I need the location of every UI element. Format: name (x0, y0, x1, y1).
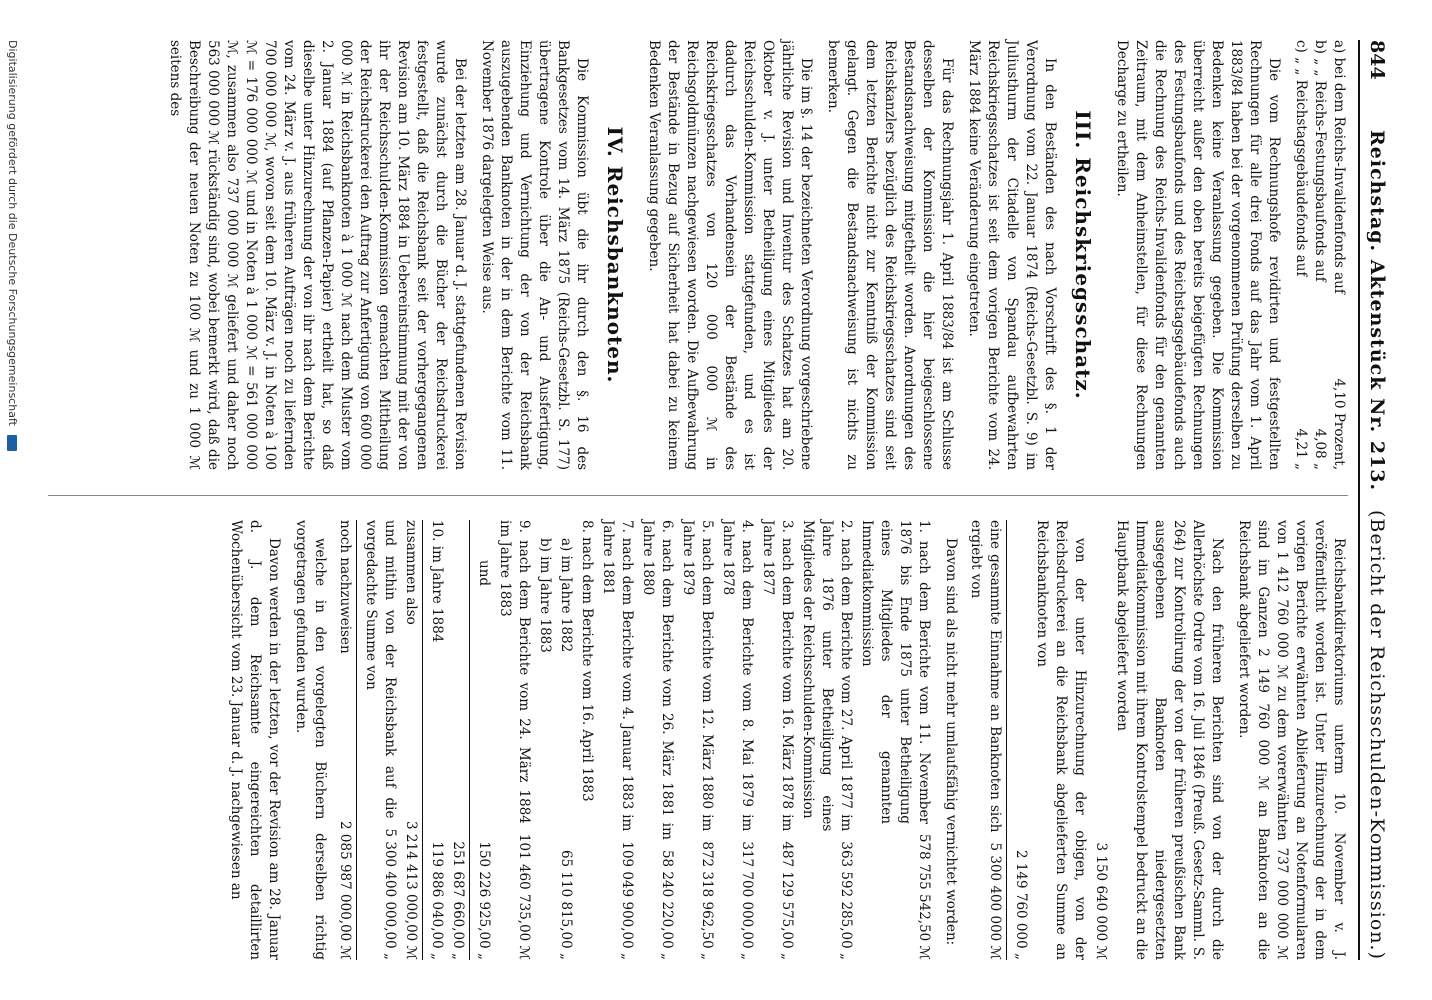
item-label: b) im Jahre 1883 (537, 538, 553, 653)
item-amount: 109 049 900,00 „ (619, 841, 635, 960)
item-amount: 487 129 575,00 „ (779, 841, 795, 960)
list-item (598, 520, 636, 960)
list-item (427, 520, 446, 960)
rate-label: b) „ „ Reichs-Festungsbaufonds auf (1312, 40, 1328, 282)
item-label: und (476, 560, 492, 587)
section-heading: III. Reichskriegsschatz. (1071, 110, 1095, 400)
rate-label: c) „ „ Reichstagsgebäudefonds auf (1293, 40, 1309, 277)
paragraph: Bei der letzten am 28. Januar d. J. stattgefundenen Revision wurde zunächst durch die Bücher der Reichsdruckerei festgestellt, daß die Reichsbank seit der vorhergegangenen Revision am 10. März 1884 in Uebereinstimmung mit der von ihr der Reichsschulden-Kommission gemachten Mittheilung der Reichsdruckerei den Auftrag zur Anfertigung von 600 000 000 ℳ in Reichsbanknoten à 1 000 ℳ nach dem Muster vom 2. Januar 1884 (auf Pflanzen-Papier) ertheilt hat, so daß dieselbe unter Hinzurechnung der von ihr nach dem Berichte vom 24. März v. J. aus früheren Aufträgen noch zu liefernden 700 000 000 ℳ, wovon seit dem 10. März v. J. in Noten à 100 ℳ = 176 000 000 ℳ und in Noten à 1 000 ℳ = 561 000 000 ℳ, zusammen also 737 000 000 ℳ geliefert und daher noch 563 000 000 ℳ rückständig sind, wobei bemerkt wird, daß die Beschreibung der neuen Noten zu 100 ℳ und zu 1 000 ℳ seitens des (167, 40, 468, 470)
page-title: Reichstag. Aktenstück Nr. 213. (1366, 130, 1388, 492)
item-amount: 363 592 285,00 „ (838, 841, 854, 960)
item-label: 6. nach dem Berichte vom 26. März 1881 im Jahre 1880 (640, 520, 675, 840)
remaining-note: noch nachzuweisen (337, 520, 353, 654)
item-label: 8. nach dem Berichte vom 16. April 1883 (579, 520, 595, 802)
list-item (495, 520, 533, 960)
item-label: 4. nach dem Berichte vom 8. Mai 1879 im Jahre 1878 (720, 520, 755, 832)
item-label: 10. im Jahre 1884 (429, 520, 445, 643)
item-label: 9. nach dem Berichte vom 24. März 1884 im Jahre 1883 (497, 520, 532, 824)
item-amount: 317 700 000,00 „ (739, 841, 755, 960)
amount-line (1011, 520, 1030, 960)
item-label: 5. nach dem Berichte vom 12. März 1880 im Jahre 1879 (680, 520, 715, 832)
amount-line (1091, 520, 1110, 960)
remaining-line (361, 520, 399, 960)
amount: 2 149 760 000 „ (1013, 849, 1029, 960)
paragraph: Nach den früheren Berichten sind von der durch die Allerhöchste Ordre vom 16. Juli 1846 (Preuß. Gesetz-Samml. S. 264) zur Kontrolirung der von der früheren preußischen Bank ausgegebenen Banknoten niedergesetzten Immediatkommission mit ihrem Kontrolstempel bedruckt an die Hauptbank abgeliefert worden (1114, 520, 1225, 960)
item-amount: 578 755 542,50 ℳ (916, 833, 932, 960)
paragraph: In den Beständen des nach Vorschrift des §. 1 der Verordnung vom 22. Januar 1874 (Reichs-Gesetzbl. S. 9) im Juliusthurm der Citadelle von Spandau aufbewahrten Reichskriegsschatzes ist seit dem vorigen Berichte vom 24. März 1884 keine Veränderung eingetreten. (966, 40, 1058, 470)
dfg-logo (7, 435, 17, 451)
list-item (718, 520, 756, 960)
rate-line (1291, 40, 1310, 470)
page-subtitle: (Bericht der Reichsschulden-Kommission.) (1366, 509, 1388, 960)
destruction-list (427, 520, 933, 960)
sum-amount: 3 214 413 000,00 ℳ (403, 821, 419, 960)
list-item (577, 520, 596, 960)
paragraph: von der unter Hinzurechnung der obigen, von der Reichsdruckerei an die Reichsbank abgelieferten Summe an Reichsbanknoten von (1034, 520, 1088, 960)
remaining-total: 5 300 400 000,00 „ (382, 828, 398, 960)
item-label: a) im Jahre 1882 (558, 538, 574, 653)
item-label: 7. nach dem Berichte vom 4. Januar 1883 im Jahre 1881 (600, 520, 635, 832)
item-amount: 150 226 925,00 „ (476, 841, 492, 960)
item-label: 1. nach dem Berichte vom 11. November 1876 bis Ende 1875 unter Betheiligung eines Mitgliedes der genannten Immediatkommission (859, 520, 932, 824)
list-item (678, 520, 716, 960)
rate-line (1329, 40, 1348, 470)
paragraph: Die im §. 14 der bezeichneten Verordnung vorgeschriebene jährliche Revision und Inventur des Schatzes hat am 20. Oktober v. J. unter Betheiligung eines Mitgliedes der Reichsschulden-Kommission stattgefunden, und es ist dadurch das Vorhandensein der Bestände des Reichskriegsschatzes von 120 000 000 ℳ in Reichsgoldmünzen nachgewiesen worden. Die Aufbewahrung der Bestände in Bezug auf Sicherheit hat dabei zu keinem Bedenken Veranlassung gegeben. (646, 40, 814, 470)
item-amount: 101 460 735,00 ℳ (516, 833, 532, 960)
remaining-result (335, 520, 357, 960)
sum-label: zusammen also (403, 520, 419, 625)
amount: 5 300 400 000 ℳ (987, 842, 1003, 960)
digitization-text: Digitalisierung gefördert durch die Deutsche Forschungsgemeinschaft (6, 40, 19, 426)
amount: 3 150 640 000 ℳ (1093, 842, 1109, 960)
list-item (556, 520, 575, 960)
remaining-amount: 2 085 987 000,00 ℳ (337, 821, 353, 960)
page-number: 844 (1366, 40, 1388, 80)
list-item (758, 520, 796, 960)
item-amount: 65 110 815,00 „ (558, 849, 574, 960)
remaining-label: und mithin von der Reichsbank auf die vorgedachte Summe von (363, 520, 398, 819)
paragraph: Davon sind als nicht mehr umlaufsfähig vernichtet worden: (943, 538, 959, 946)
list-item (474, 520, 493, 960)
paragraph: Reichsbankdirektoriums unterm 10. November v. J. veröffentlicht worden ist. Unter Hinzurechnung der in dem vorigen Berichte erwähnten Ablieferung an Notenformularen von 1 412 760 000 ℳ zu dem vorerwähnten 737 000 000 ℳ sind im Ganzen 2 149 760 000 ℳ an Banknoten an die Reichsbank abgeliefert worden. (1236, 520, 1347, 960)
digitization-note (6, 40, 19, 451)
paragraph: Für das Rechnungsjahr 1. April 1883/84 ist am Schlusse desselben der Kommission die hier beigeschlossene Bestandsnachweisung mitgetheilt worden. Anordnungen des Reichskanzlers bezüglich des Reichskriegsschatzes sind seit dem letzten Berichte nicht zur Kenntniß der Kommission gelangt. Gegen die Bestandsnachweisung ist nichts zu bemerken. (825, 40, 955, 470)
running-head (1358, 40, 1390, 960)
column-divider (48, 495, 1348, 496)
rate-label: a) bei dem Reichs-Invalidenfonds auf (1331, 40, 1347, 294)
rate-value: 4,10 Prozent, (1331, 378, 1347, 470)
item-label: 2. nach dem Berichte vom 27. April 1877 im Jahre 1876 unter Betheiligung eines Mitgliedes der Reichsschulden-Kommission (800, 520, 854, 832)
line-label: eine gesammte Einnahme an Banknoten sich ergiebt von (968, 520, 1003, 833)
list-item (638, 520, 676, 960)
rate-value: 4,08 „ (1312, 428, 1328, 470)
left-column (157, 40, 1348, 470)
rate-value: 4,21 „ (1293, 428, 1309, 470)
paragraph: Davon werden in der letzten, vor der Revision am 28. Januar d. J. dem Reichsamte eingereichten detaillirten Wochenübersicht vom 23. Januar d. J. nachgewiesen an (228, 520, 282, 960)
paragraph: welche in den vorgelegten Büchern derselben richtig vorgetragen gefunden wurden. (293, 520, 328, 960)
list-item (535, 520, 554, 960)
paragraph: Die vom Rechnungshofe revidirten und festgestellten Rechnungen für alle drei Fonds auf das Jahr vom 1. April 1883/84 haben bei der vorgenommenen Prüfung derselben zu Bedenken keine Veranlassung gegeben. Die Kommission überreicht außer den oben bereits beigefügten Rechnungen des Festungsbaufonds und des Reichstagsgebäudefonds auch die Rechnung des Reichs-Invalidenfonds für den genannten Zeitraum, mit dem Anheimstellen, für diese Rechnungen Decharge zu ertheilen. (1114, 40, 1282, 470)
section-heading: IV. Reichsbanknoten. (603, 126, 627, 384)
item-label: 3. nach dem Berichte vom 16. März 1878 im Jahre 1877 (760, 520, 795, 832)
list-item (798, 520, 855, 960)
total-line (966, 520, 1007, 960)
paragraph: Die Kommission übt die ihr durch den §. 16 des Bankgesetzes vom 14. März 1875 (Reichs-Gesetzbl. S. 177) übertragene Kontrole über die An- und Ausfertigung, Einziehung und Vernichtung der von der Reichsbank auszugebenden Banknoten in der in dem Berichte vom 11. November 1876 dargelegten Weise aus. (479, 40, 590, 470)
sum-line (401, 520, 423, 960)
right-column (218, 520, 1348, 960)
item-amount: 872 318 962,50 „ (699, 841, 715, 960)
item-amount: 251 687 660,00 „ (450, 841, 466, 960)
list-item (857, 520, 933, 960)
item-amount: 58 240 220,00 „ (659, 849, 675, 960)
item-amount: 119 886 040,00 „ (429, 841, 445, 960)
list-item (448, 520, 470, 960)
rate-line (1310, 40, 1329, 470)
